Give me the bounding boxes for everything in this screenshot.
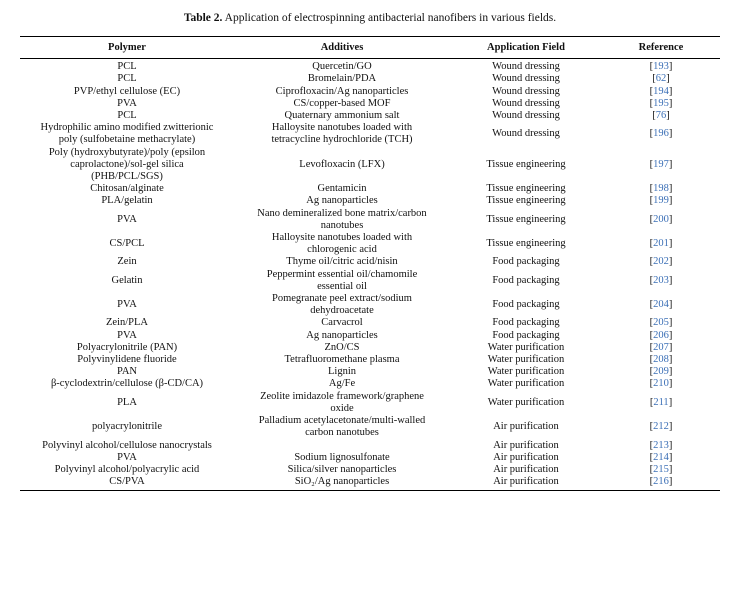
cell-reference [602, 452, 720, 464]
table-row [20, 73, 720, 85]
cell-application-field: Food packaging [492, 274, 560, 286]
cell-additives [234, 354, 450, 366]
reference-link[interactable]: 194 [653, 85, 669, 97]
cell-additives [234, 232, 450, 256]
cell-polymer-line: Gelatin [111, 274, 143, 286]
cell-additives-line: Lignin [328, 366, 356, 378]
bracket-open: [ [652, 73, 656, 85]
cell-reference [602, 269, 720, 293]
cell-polymer-line: PAN [116, 366, 138, 378]
bracket-open: [ [649, 451, 654, 463]
cell-application-field: Tissue engineering [486, 158, 566, 170]
cell-additives-line: Carvacrol [321, 317, 363, 329]
cell-reference [602, 147, 720, 184]
bracket-close: ] [668, 274, 673, 286]
cell-polymer [20, 59, 234, 74]
bracket-close: ] [668, 354, 673, 366]
cell-application-field: Air purification [493, 439, 559, 451]
bracket-close: ] [668, 378, 673, 390]
cell-reference [602, 354, 720, 366]
reference-link[interactable]: 205 [653, 317, 669, 329]
cell-application-field: Wound dressing [492, 97, 560, 109]
bracket-close: ] [668, 341, 673, 353]
cell-application-field: Tissue engineering [486, 195, 566, 207]
cell-application-field: Water purification [487, 396, 565, 408]
bracket-close: ] [668, 396, 673, 408]
bracket-close: ] [668, 329, 673, 341]
cell-reference [602, 98, 720, 110]
bracket-close: ] [668, 97, 673, 109]
reference-link[interactable]: 206 [653, 329, 669, 341]
cell-reference [602, 440, 720, 452]
cell-reference [602, 86, 720, 98]
cell-polymer-line: PCL [117, 61, 137, 73]
bracket-close: ] [668, 317, 673, 329]
cell-additives-line: carbon nanotubes [305, 427, 379, 439]
cell-polymer-line: PVA [117, 97, 137, 109]
cell-additives-line: nanotubes [320, 219, 364, 231]
bracket-open: [ [649, 341, 654, 353]
header-polymer: Polymer [20, 37, 234, 59]
table-row [20, 317, 720, 329]
caption-text: Application of electrospinning antibacterial nanofibers in various fields. [222, 12, 557, 24]
cell-additives-line: Bromelain/PDA [307, 73, 377, 85]
cell-polymer-line: PLA/gelatin [101, 195, 153, 207]
cell-polymer [20, 122, 234, 146]
cell-reference [602, 59, 720, 74]
cell-polymer-line: polyacrylonitrile [92, 421, 162, 433]
cell-additives-line: Zeolite imidazole framework/graphene [260, 390, 424, 402]
cell-additives [234, 391, 450, 415]
document [20, 0, 720, 491]
table-row [20, 464, 720, 476]
cell-polymer [20, 342, 234, 354]
bracket-close: ] [668, 128, 673, 140]
bracket-open: [ [649, 85, 654, 97]
cell-polymer-line: Polyvinyl alcohol/cellulose nanocrystals [42, 439, 212, 451]
cell-additives [234, 98, 450, 110]
header-reference: Reference [602, 37, 720, 59]
cell-additives-line: Silica/silver nanoparticles [287, 463, 397, 475]
bracket-close: ] [668, 366, 673, 378]
cell-application-field: Air purification [493, 463, 559, 475]
table-row [20, 452, 720, 464]
bracket-close: ] [668, 158, 673, 170]
bracket-open: [ [649, 256, 654, 268]
cell-application-field: Air purification [493, 451, 559, 463]
cell-polymer [20, 86, 234, 98]
cell-additives-line: Quaternary ammonium salt [284, 110, 400, 122]
cell-additives-line: CS/copper-based MOF [293, 97, 391, 109]
cell-application-field: Wound dressing [492, 73, 560, 85]
cell-polymer-line: Zein/PLA [106, 317, 148, 329]
table-row [20, 256, 720, 268]
reference-link[interactable]: 202 [653, 256, 669, 268]
bracket-open: [ [649, 396, 654, 408]
cell-polymer [20, 415, 234, 439]
bracket-open: [ [649, 97, 654, 109]
cell-additives [234, 73, 450, 85]
cell-polymer [20, 183, 234, 195]
reference-link[interactable]: 193 [653, 61, 669, 73]
bracket-close: ] [668, 299, 673, 311]
cell-application-field: Wound dressing [492, 110, 560, 122]
reference-link[interactable]: 196 [653, 128, 669, 140]
bracket-close: ] [668, 213, 673, 225]
cell-additives [234, 293, 450, 317]
cell-polymer-line: CS/PVA [109, 476, 145, 488]
bracket-close: ] [668, 256, 673, 268]
cell-polymer-line: Poly (hydroxybutyrate)/poly (epsilon [48, 146, 206, 158]
reference-link[interactable]: 211 [653, 396, 669, 408]
bracket-close: ] [668, 421, 673, 433]
reference-link[interactable]: 76 [655, 110, 667, 122]
bracket-open: [ [649, 195, 654, 207]
cell-polymer [20, 330, 234, 342]
cell-additives [234, 147, 450, 184]
cell-polymer-line: PVA [117, 213, 137, 225]
reference-link[interactable]: 214 [653, 451, 669, 463]
cell-additives-line: Quercetin/GO [312, 61, 372, 73]
cell-additives-line: Ciprofloxacin/Ag nanoparticles [275, 85, 409, 97]
bracket-open: [ [649, 128, 654, 140]
bracket-open: [ [649, 158, 654, 170]
cell-additives [234, 122, 450, 146]
table-row [20, 440, 720, 452]
table-row [20, 330, 720, 342]
data-table [20, 36, 720, 491]
cell-reference [602, 342, 720, 354]
cell-polymer-line: PVA [117, 329, 137, 341]
cell-application-field: Tissue engineering [486, 238, 566, 250]
cell-additives [234, 378, 450, 390]
cell-additives-line: Pomegranate peel extract/sodium [272, 293, 412, 305]
bracket-close: ] [668, 238, 673, 250]
cell-polymer-line: PCL [117, 73, 137, 85]
cell-polymer-line: (PHB/PCL/SGS) [91, 171, 163, 183]
bracket-close: ] [668, 463, 673, 475]
cell-additives [234, 86, 450, 98]
table-row [20, 59, 720, 74]
cell-reference [602, 476, 720, 491]
bracket-close: ] [668, 61, 673, 73]
cell-additives [234, 342, 450, 354]
cell-reference [602, 256, 720, 268]
reference-link[interactable]: 62 [655, 73, 667, 85]
cell-additives [234, 476, 450, 491]
table-row [20, 232, 720, 256]
table-row [20, 342, 720, 354]
bracket-close: ] [668, 183, 673, 195]
table-row [20, 110, 720, 122]
cell-additives [234, 256, 450, 268]
reference-link[interactable]: 197 [653, 158, 669, 170]
table-row [20, 122, 720, 146]
cell-polymer [20, 110, 234, 122]
cell-additives-line: oxide [330, 402, 354, 414]
bracket-open: [ [649, 421, 654, 433]
cell-application-field: Tissue engineering [486, 183, 566, 195]
bracket-close: ] [666, 73, 670, 85]
bracket-open: [ [649, 274, 654, 286]
cell-additives [234, 59, 450, 74]
cell-additives-line: SiO₂/Ag nanoparticles [294, 476, 390, 488]
bracket-close: ] [668, 85, 673, 97]
reference-link[interactable]: 215 [653, 463, 669, 475]
cell-polymer [20, 73, 234, 85]
cell-polymer [20, 391, 234, 415]
cell-polymer-line: Zein [117, 256, 137, 268]
cell-polymer [20, 354, 234, 366]
bracket-close: ] [668, 476, 673, 488]
cell-reference [602, 366, 720, 378]
cell-polymer-line: caprolactone)/sol-gel silica [70, 158, 184, 170]
cell-polymer [20, 208, 234, 232]
bracket-close: ] [668, 451, 673, 463]
cell-additives-line: essential oil [317, 280, 367, 292]
header-additives: Additives [234, 37, 450, 59]
cell-additives [234, 366, 450, 378]
cell-polymer-line: PVA [117, 451, 137, 463]
cell-additives-line: Tetrafluoromethane plasma [284, 354, 400, 366]
table-row [20, 208, 720, 232]
cell-application-field: Tissue engineering [486, 213, 566, 225]
cell-polymer-line: Chitosan/alginate [90, 183, 164, 195]
cell-application-field: Water purification [487, 354, 565, 366]
table-row [20, 98, 720, 110]
reference-link[interactable]: 212 [653, 421, 669, 433]
cell-reference [602, 391, 720, 415]
cell-polymer [20, 98, 234, 110]
cell-polymer [20, 317, 234, 329]
cell-application-field: Food packaging [492, 329, 560, 341]
cell-polymer-line: Polyvinylidene fluoride [77, 354, 177, 366]
cell-application-field: Air purification [450, 476, 602, 491]
table-row [20, 86, 720, 98]
bracket-close: ] [668, 439, 673, 451]
cell-additives-line: tetracycline hydrochloride (TCH) [271, 134, 413, 146]
cell-application-field: Wound dressing [492, 85, 560, 97]
table-row [20, 415, 720, 439]
table-row [20, 378, 720, 390]
reference-link[interactable]: 204 [653, 299, 669, 311]
bracket-open: [ [649, 354, 654, 366]
cell-additives [234, 183, 450, 195]
table-row [20, 366, 720, 378]
cell-polymer [20, 464, 234, 476]
reference-link[interactable]: 200 [653, 213, 669, 225]
reference-link[interactable]: 199 [653, 195, 669, 207]
bracket-open: [ [649, 183, 654, 195]
cell-reference [602, 110, 720, 122]
cell-polymer [20, 293, 234, 317]
cell-polymer [20, 256, 234, 268]
cell-additives-line: Thyme oil/citric acid/nisin [286, 256, 398, 268]
cell-reference [602, 378, 720, 390]
cell-additives-line: ZnO/CS [324, 341, 360, 353]
reference-link[interactable]: 195 [653, 97, 669, 109]
table-row [20, 391, 720, 415]
table-row [20, 195, 720, 207]
bracket-open: [ [649, 463, 654, 475]
cell-reference [602, 464, 720, 476]
bracket-open: [ [649, 329, 654, 341]
table-row [20, 269, 720, 293]
table-header [20, 37, 720, 59]
cell-additives [234, 440, 450, 452]
cell-application-field: Food packaging [492, 317, 560, 329]
cell-reference [602, 183, 720, 195]
cell-application-field: Wound dressing [492, 128, 560, 140]
table-row [20, 147, 720, 184]
bracket-open: [ [649, 476, 654, 488]
cell-additives-line: dehydroacetate [310, 305, 374, 317]
reference-link[interactable]: 207 [653, 341, 669, 353]
cell-polymer [20, 232, 234, 256]
header-row [20, 37, 720, 59]
reference-link[interactable]: 209 [653, 366, 669, 378]
bracket-open: [ [649, 378, 654, 390]
cell-polymer [20, 476, 234, 491]
cell-additives [234, 110, 450, 122]
cell-polymer [20, 195, 234, 207]
cell-additives-line: Ag nanoparticles [306, 329, 378, 341]
bracket-open: [ [649, 213, 654, 225]
cell-reference [602, 122, 720, 146]
bracket-open: [ [649, 299, 654, 311]
cell-additives-line: Ag nanoparticles [306, 195, 378, 207]
bracket-open: [ [649, 61, 654, 73]
table-caption [20, 10, 720, 26]
reference-link[interactable]: 210 [653, 378, 669, 390]
cell-polymer [20, 378, 234, 390]
cell-additives [234, 452, 450, 464]
cell-application-field: Wound dressing [492, 61, 560, 73]
cell-additives [234, 330, 450, 342]
cell-additives [234, 317, 450, 329]
bracket-close: ] [668, 195, 673, 207]
cell-additives-line: Levofloxacin (LFX) [299, 158, 385, 170]
table-row [20, 293, 720, 317]
reference-link[interactable]: 198 [653, 183, 669, 195]
cell-polymer [20, 366, 234, 378]
table-row [20, 183, 720, 195]
table-body [20, 59, 720, 491]
cell-additives-line: Halloysite nanotubes loaded with [271, 122, 413, 134]
cell-reference [602, 415, 720, 439]
reference-link[interactable]: 201 [653, 238, 669, 250]
bracket-open: [ [649, 439, 654, 451]
cell-additives [234, 415, 450, 439]
cell-polymer [20, 269, 234, 293]
cell-application-field: Water purification [487, 341, 565, 353]
cell-polymer-line: poly (sulfobetaine methacrylate) [58, 134, 196, 146]
reference-link[interactable]: 213 [653, 439, 669, 451]
cell-additives-line: Halloysite nanotubes loaded with [271, 232, 413, 244]
cell-polymer [20, 147, 234, 184]
bracket-open: [ [652, 110, 656, 122]
cell-reference [602, 317, 720, 329]
cell-reference [602, 293, 720, 317]
cell-polymer-line: PLA [117, 396, 137, 408]
cell-reference [602, 330, 720, 342]
bracket-open: [ [649, 238, 654, 250]
cell-additives-line: Ag/Fe [328, 378, 356, 390]
reference-link[interactable]: 216 [653, 476, 669, 488]
reference-link[interactable]: 208 [653, 354, 669, 366]
bracket-close: ] [666, 110, 670, 122]
cell-polymer-line: PVA [117, 299, 137, 311]
cell-polymer-line: Polyvinyl alcohol/polyacrylic acid [54, 463, 200, 475]
cell-additives-line: chlorogenic acid [307, 244, 377, 256]
cell-reference [602, 195, 720, 207]
cell-additives [234, 269, 450, 293]
cell-application-field: Water purification [487, 366, 565, 378]
bracket-open: [ [649, 366, 654, 378]
cell-additives [234, 195, 450, 207]
cell-additives-line: Peppermint essential oil/chamomile [266, 268, 418, 280]
cell-polymer-line: PVP/ethyl cellulose (EC) [73, 85, 181, 97]
cell-reference [602, 73, 720, 85]
cell-polymer [20, 452, 234, 464]
cell-application-field: Food packaging [492, 256, 560, 268]
table-row [20, 476, 720, 491]
cell-additives [234, 464, 450, 476]
bracket-open: [ [649, 317, 654, 329]
cell-application-field: Food packaging [492, 299, 560, 311]
caption-label: Table 2. [183, 12, 223, 24]
reference-link[interactable]: 203 [653, 274, 669, 286]
cell-application-field: Air purification [493, 421, 559, 433]
cell-polymer-line: CS/PCL [109, 238, 145, 250]
cell-additives-line: Palladium acetylacetonate/multi-walled [258, 415, 426, 427]
cell-polymer [20, 440, 234, 452]
table-row [20, 354, 720, 366]
cell-reference [602, 232, 720, 256]
cell-application-field: Water purification [487, 378, 565, 390]
cell-polymer-line: Polyacrylonitrile (PAN) [76, 341, 178, 353]
cell-polymer-line: PCL [117, 110, 137, 122]
cell-additives-line: Gentamicin [317, 183, 367, 195]
header-application-field: Application Field [450, 37, 602, 59]
cell-additives-line: Nano demineralized bone matrix/carbon [257, 207, 427, 219]
cell-additives-line: Sodium lignosulfonate [294, 451, 390, 463]
cell-polymer-line: β-cyclodextrin/cellulose (β-CD/CA) [50, 378, 204, 390]
cell-additives [234, 208, 450, 232]
cell-reference [602, 208, 720, 232]
cell-polymer-line: Hydrophilic amino modified zwitterionic [40, 122, 214, 134]
